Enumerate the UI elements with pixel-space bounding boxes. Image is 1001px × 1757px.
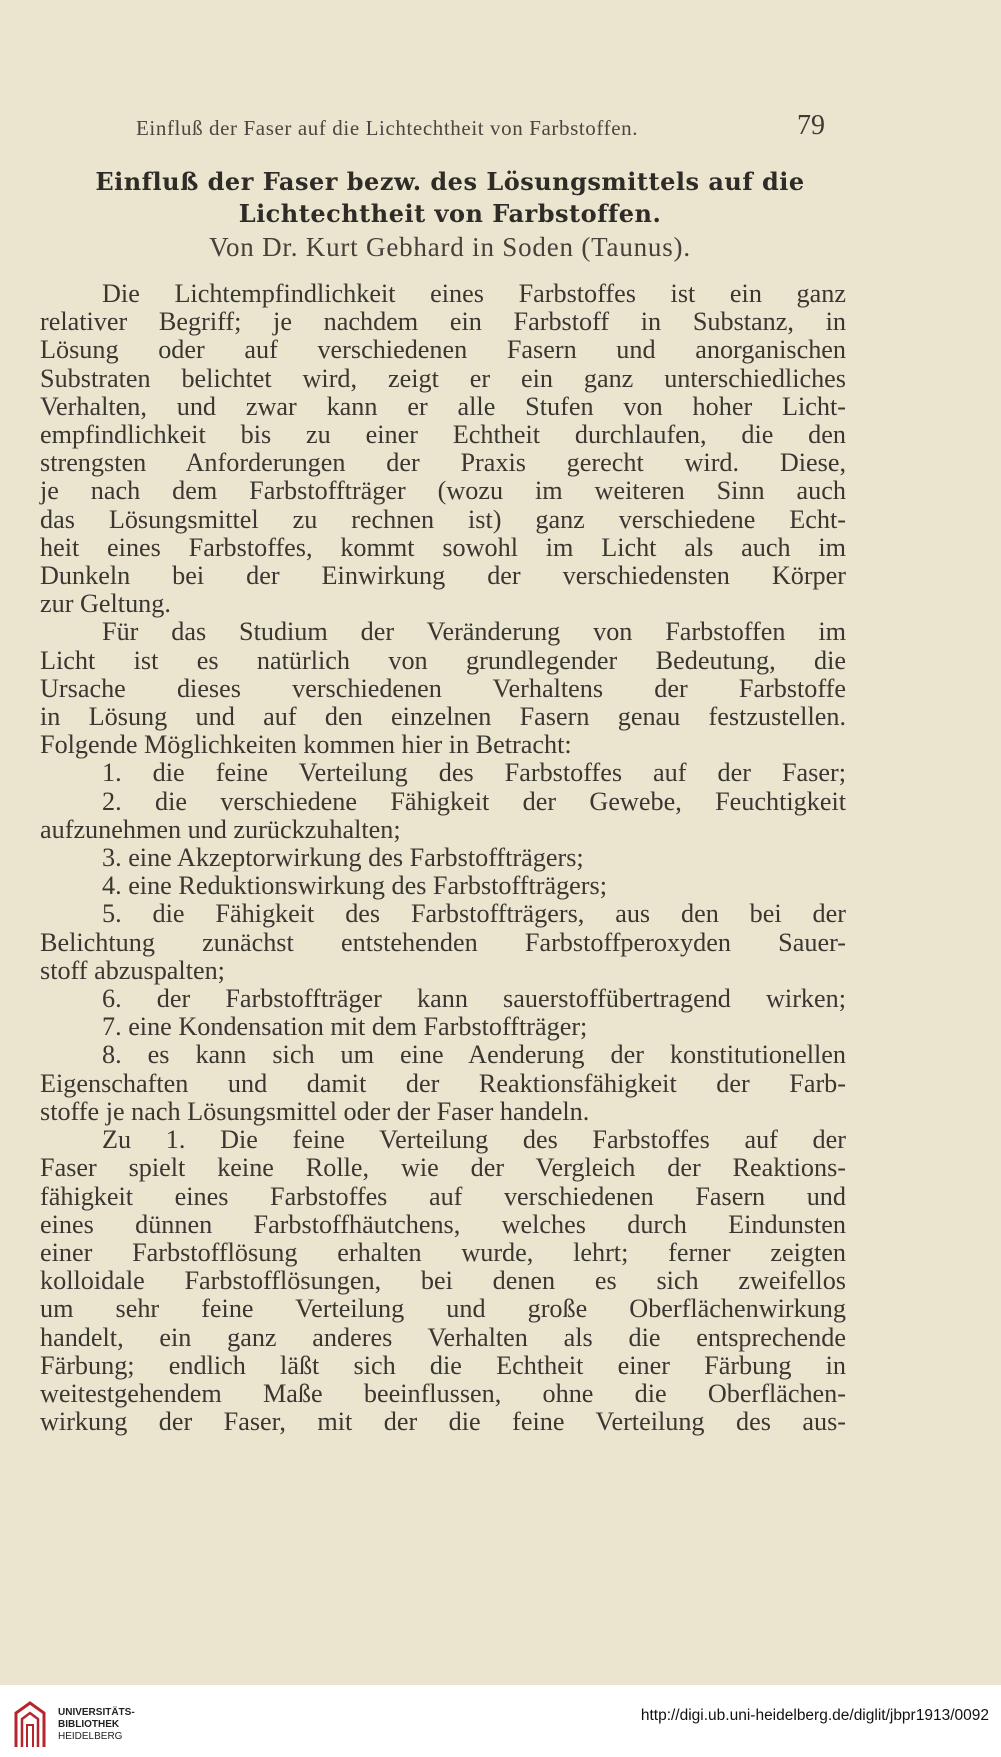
university-library-logo-icon bbox=[10, 1699, 50, 1751]
running-head: Einfluß der Faser auf die Lichtechtheit von Farbstoffen. bbox=[136, 116, 639, 140]
article-title-line-1: Einfluß der Faser bezw. des Lösungsmittels auf die bbox=[95, 167, 805, 196]
list-item-line: 1. die feine Verteilung des Farbstoffes auf der Faser; bbox=[102, 758, 846, 788]
body-line: Verhalten, und zwar kann er alle Stufen von hoher Licht- bbox=[40, 391, 846, 421]
list-item-line: 6. der Farbstoffträger kann sauerstoffübertragend wirken; bbox=[102, 984, 846, 1014]
body-line: fähigkeit eines Farbstoffes auf verschiedenen Fasern und bbox=[40, 1181, 846, 1211]
list-item-line: 4. eine Reduktionswirkung des Farbstoffträgers; bbox=[102, 871, 607, 901]
body-line: strengsten Anforderungen der Praxis gerecht wird. Diese, bbox=[40, 448, 846, 478]
article-title bbox=[60, 166, 840, 230]
list-item-line: stoff abzuspalten; bbox=[40, 955, 225, 985]
body-line: empfindlichkeit bis zu einer Echtheit durchlaufen, die den bbox=[40, 420, 846, 450]
body-line: Faser spielt keine Rolle, wie der Vergleich der Reaktions- bbox=[40, 1153, 846, 1183]
article-title-line-2: Lichtechtheit von Farbstoffen. bbox=[238, 199, 662, 228]
body-line: in Lösung und auf den einzelnen Fasern genau festzustellen. bbox=[40, 702, 846, 732]
source-url-link[interactable]: http://digi.ub.uni-heidelberg.de/diglit/jbpr1913/0092 bbox=[640, 1707, 989, 1724]
body-line: heit eines Farbstoffes, kommt sowohl im Licht als auch im bbox=[40, 532, 846, 562]
list-item-line: stoffe je nach Lösungsmittel oder der Faser handeln. bbox=[40, 1096, 590, 1126]
list-item-line: 5. die Fähigkeit des Farbstoffträgers, aus den bei der bbox=[102, 899, 846, 929]
body-line: zur Geltung. bbox=[40, 589, 171, 619]
body-line: je nach dem Farbstoffträger (wozu im weiteren Sinn auch bbox=[40, 476, 846, 506]
article-body bbox=[40, 280, 846, 1436]
body-line: Zu 1. Die feine Verteilung des Farbstoffes auf der bbox=[102, 1125, 846, 1155]
library-name-line-3: HEIDELBERG bbox=[58, 1731, 123, 1742]
list-item-line: 8. es kann sich um eine Aenderung der konstitutionellen bbox=[102, 1040, 846, 1070]
list-item-line: Eigenschaften und damit der Reaktionsfähigkeit der Farb- bbox=[40, 1068, 846, 1098]
body-line: relativer Begriff; je nachdem ein Farbstoff in Substanz, in bbox=[40, 307, 846, 337]
page-number: 79 bbox=[797, 110, 825, 141]
list-item-line: 7. eine Kondensation mit dem Farbstoffträger; bbox=[102, 1012, 588, 1042]
library-name bbox=[58, 1707, 135, 1743]
body-line: Für das Studium der Veränderung von Farbstoffen im bbox=[102, 617, 846, 647]
body-line: Ursache dieses verschiedenen Verhaltens der Farbstoffe bbox=[40, 673, 846, 703]
list-item-line: aufzunehmen und zurückzuhalten; bbox=[40, 814, 401, 844]
body-line: Die Lichtempfindlichkeit eines Farbstoffes ist ein ganz bbox=[102, 279, 846, 308]
body-line: wirkung der Faser, mit der die feine Verteilung des aus- bbox=[40, 1407, 846, 1437]
body-line: kolloidale Farbstofflösungen, bei denen es sich zweifellos bbox=[40, 1266, 846, 1296]
body-line: Licht ist es natürlich von grundlegender Bedeutung, die bbox=[40, 645, 846, 675]
body-line: eines dünnen Farbstoffhäutchens, welches durch Eindunsten bbox=[40, 1209, 846, 1239]
body-line: einer Farbstofflösung erhalten wurde, lehrt; ferner zeigten bbox=[40, 1237, 846, 1267]
library-name-line-1: UNIVERSITÄTS- bbox=[58, 1707, 135, 1718]
body-line: um sehr feine Verteilung und große Oberflächenwirkung bbox=[40, 1294, 846, 1324]
library-name-line-2: BIBLIOTHEK bbox=[58, 1719, 120, 1730]
body-line: Substraten belichtet wird, zeigt er ein ganz unterschiedliches bbox=[40, 363, 846, 393]
list-item-line: 3. eine Akzeptorwirkung des Farbstoffträgers; bbox=[102, 843, 584, 873]
body-line: Dunkeln bei der Einwirkung der verschiedensten Körper bbox=[40, 561, 846, 591]
body-line: handelt, ein ganz anderes Verhalten als die entsprechende bbox=[40, 1322, 846, 1352]
list-item-line: 2. die verschiedene Fähigkeit der Gewebe, Feuchtigkeit bbox=[102, 786, 846, 816]
article-author: Von Dr. Kurt Gebhard in Soden (Taunus). bbox=[209, 232, 691, 262]
body-line: Färbung; endlich läßt sich die Echtheit einer Färbung in bbox=[40, 1350, 846, 1380]
body-line: Lösung oder auf verschiedenen Fasern und anorganischen bbox=[40, 335, 846, 365]
body-line: das Lösungsmittel zu rechnen ist) ganz verschiedene Echt- bbox=[40, 504, 846, 534]
footer-bar bbox=[0, 1685, 1001, 1757]
list-item-line: Belichtung zunächst entstehenden Farbstoffperoxyden Sauer- bbox=[40, 927, 846, 957]
body-line: weitestgehendem Maße beeinflussen, ohne die Oberflächen- bbox=[40, 1378, 846, 1408]
body-line: Folgende Möglichkeiten kommen hier in Betracht: bbox=[40, 730, 572, 760]
